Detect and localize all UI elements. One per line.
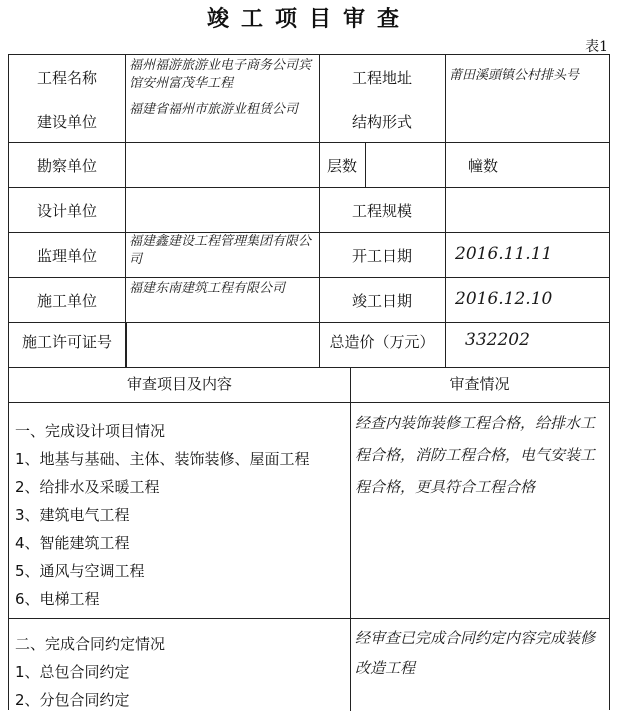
row-divider (9, 322, 609, 323)
label-survey: 勘察单位 (36, 157, 97, 175)
label-project-address: 工程地址 (351, 69, 412, 87)
label-start-date: 开工日期 (351, 247, 412, 265)
list-item: 4、智能建筑工程 (15, 534, 130, 552)
label-structure: 结构形式 (351, 113, 412, 131)
label-design: 设计单位 (36, 202, 97, 220)
label-floors: 层数 (326, 157, 357, 175)
label-builder: 建设单位 (36, 113, 97, 131)
row-divider (9, 142, 609, 143)
row-divider (9, 367, 609, 368)
col-divider (365, 142, 366, 187)
list-item: 6、电梯工程 (15, 590, 100, 608)
col-divider (445, 322, 446, 367)
col-divider (126, 322, 127, 367)
label-total-cost: 总造价（万元） (329, 333, 435, 351)
value-project-address: 莆田溪頭镇公村排头号 (449, 68, 580, 83)
col-divider (350, 367, 351, 711)
list-item: 2、给排水及采暖工程 (15, 478, 160, 496)
label-contractor: 施工单位 (36, 292, 97, 310)
section1-content (15, 417, 345, 613)
page-title: 竣工项目审查 (206, 6, 411, 32)
value-contractor: 福建东南建筑工程有限公司 (129, 281, 286, 296)
header-review-status: 审查情况 (449, 375, 510, 393)
list-item: 2、分包合同约定 (15, 691, 130, 709)
value-builder: 福建省福州市旅游业租赁公司 (129, 102, 299, 117)
section2-heading: 二、完成合同约定情况 (15, 635, 166, 653)
col-divider (125, 55, 126, 367)
value-project-name: 福州福游旅游业电子商务公司宾馆安州富茂华工程 (129, 58, 312, 91)
section1-status: 经查内装饰装修工程合格，给排水工程合格，消防工程合格，电气安装工程合格，更具符合工程合格 (355, 414, 596, 496)
section2-status: 经审查已完成合同约定内容完成装修改造工程 (355, 629, 596, 677)
section1-heading: 一、完成设计项目情况 (15, 422, 166, 440)
list-item: 1、地基与基础、主体、装饰装修、屋面工程 (15, 450, 310, 468)
label-scale: 工程规模 (351, 202, 412, 220)
value-finish-date: 2016.12.10 (455, 289, 553, 309)
section2-content (15, 630, 345, 714)
table-number: 表1 (585, 39, 608, 55)
review-table (8, 54, 610, 710)
list-item: 1、总包合同约定 (15, 663, 130, 681)
row-divider (9, 187, 609, 188)
label-buildings: 幢数 (467, 157, 498, 175)
value-start-date: 2016.11.11 (455, 244, 553, 264)
label-supervision: 监理单位 (36, 247, 97, 265)
row-divider (9, 402, 609, 403)
label-finish-date: 竣工日期 (351, 292, 412, 310)
row-divider (9, 618, 609, 619)
value-total-cost: 332202 (465, 330, 530, 350)
header-review-items: 审查项目及内容 (126, 375, 232, 393)
label-permit: 施工许可证号 (21, 333, 112, 351)
list-item: 5、通风与空调工程 (15, 562, 145, 580)
list-item: 3、建筑电气工程 (15, 506, 130, 524)
label-project-name: 工程名称 (36, 69, 97, 87)
value-supervision: 福建鑫建设工程管理集团有限公司 (129, 234, 312, 267)
row-divider (9, 277, 609, 278)
col-divider (445, 55, 446, 367)
